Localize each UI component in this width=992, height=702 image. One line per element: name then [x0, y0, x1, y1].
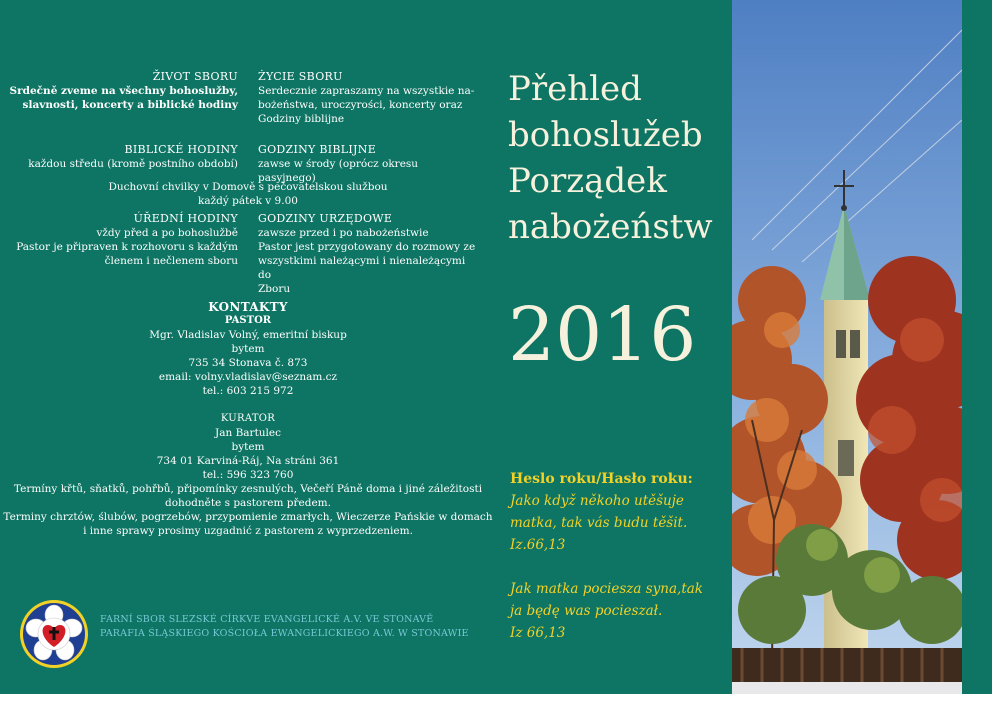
note-pl-1: Terminy chrztów, ślubów, pogrzebów, przypomienie zmarłych, Wieczerze Pańskie w domach — [3, 511, 493, 523]
pastor-label: PASTOR — [224, 315, 272, 326]
bottom-margin-strip — [0, 694, 992, 702]
godziny-urzedowe-line-4: Zboru — [258, 283, 291, 295]
pastor-name: Mgr. Vladislav Volný, emeritní biskup — [149, 329, 347, 341]
zivot-sboru-text-2: slavnosti, koncerty a biblické hodiny — [22, 99, 238, 111]
kurator-bytem: bytem — [231, 441, 265, 453]
pastor-email: email: volny.vladislav@seznam.cz — [158, 371, 338, 383]
note-cz-2: dohodněte s pastorem předem. — [165, 497, 331, 509]
church-photo — [732, 0, 962, 694]
motto-cz-2: matka, tak vás budu těšit. — [510, 515, 688, 531]
title-line-4: nabożeństw — [508, 207, 713, 247]
uredni-hodiny-heading: ÚŘEDNÍ HODINY — [133, 212, 238, 225]
uredni-hodiny-line-3: členem i nečlenem sboru — [104, 255, 238, 267]
spacer — [510, 556, 730, 578]
zycie-sboru-text-1: Serdecznie zapraszamy na wszystkie na- — [258, 85, 475, 97]
zycie-sboru-heading: ŻYCIE SBORU — [258, 70, 343, 83]
uredni-hodiny-block — [3, 212, 238, 268]
zycie-sboru-block — [258, 70, 478, 126]
chvilky-line-1: Duchovní chvilky v Domově s pečovatelskou službou — [108, 181, 388, 193]
godziny-urzedowe-block — [258, 212, 478, 296]
zivot-sboru-heading: ŽIVOT SBORU — [152, 70, 238, 83]
motto-cz-ref: Iz.66,13 — [510, 537, 566, 553]
biblicke-hodiny-text: každou středu (kromě postního období) — [28, 158, 238, 170]
kontakty-heading: KONTAKTY — [208, 300, 288, 314]
zivot-sboru-block — [3, 70, 238, 112]
godziny-urzedowe-line-1: zawsze przed i po nabożeństwie — [258, 227, 429, 239]
zycie-sboru-text-3: Godziny biblijne — [258, 113, 345, 125]
motto-pl-1: Jak matka pociesza syna,tak — [510, 581, 703, 597]
parish-name-cz: FARNÍ SBOR SLEZSKÉ CÍRKVE EVANGELICKÉ A.V. VE STONAVĚ — [100, 614, 434, 625]
kurator-label: KURATOR — [220, 413, 276, 424]
zycie-sboru-text-2: bożeństwa, uroczyrości, koncerty oraz — [258, 99, 463, 111]
title-line-3: Porządek — [508, 161, 667, 201]
title-line-1: Přehled — [508, 69, 642, 109]
zivot-sboru-text-1: Srdečně zveme na všechny bohoslužby, — [9, 85, 238, 97]
pastor-address: 735 34 Stonava č. 873 — [188, 357, 308, 369]
right-margin-strip — [962, 0, 992, 702]
chvilky-line-2: každý pátek v 9.00 — [198, 195, 298, 207]
motto-block — [510, 468, 730, 644]
motto-pl-ref: Iz 66,13 — [510, 625, 566, 641]
parish-name — [100, 613, 469, 641]
note-cz-1: Termíny křtů, sňatků, pohřbů, připomínky zesnulých, Večeří Páně doma i jiné záležitosti — [13, 483, 483, 495]
biblicke-hodiny-block — [3, 143, 238, 171]
biblicke-hodiny-heading: BIBLICKÉ HODINY — [124, 143, 238, 156]
uredni-hodiny-line-1: vždy před a po bohoslužbě — [96, 227, 238, 239]
motto-cz-1: Jako když někoho utěšuje — [510, 493, 684, 509]
kurator-name: Jan Bartulec — [215, 427, 281, 439]
luther-rose-logo — [18, 598, 90, 670]
godziny-urzedowe-heading: GODZINY URZĘDOWE — [258, 212, 393, 225]
pastor-tel: tel.: 603 215 972 — [202, 385, 294, 397]
title-line-2: bohoslužeb — [508, 115, 703, 155]
kontakty-block — [0, 300, 496, 538]
kurator-address: 734 01 Karviná-Ráj, Na stráni 361 — [156, 455, 340, 467]
godziny-biblijne-text: zawse w środy (oprócz okresu pasyjnego) — [258, 158, 419, 184]
motto-heading: Heslo roku/Hasło roku: — [510, 471, 693, 487]
uredni-hodiny-line-2: Pastor je připraven k rozhovoru s každým — [16, 241, 238, 253]
godziny-urzedowe-line-3: wszystkimi należącymi i nienależącymi do — [258, 255, 466, 281]
pastor-bytem: bytem — [231, 343, 265, 355]
godziny-biblijne-heading: GODZINY BIBLIJNE — [258, 143, 377, 156]
kurator-tel: tel.: 596 323 760 — [202, 469, 294, 481]
godziny-biblijne-block — [258, 143, 478, 185]
cover-year: 2016 — [508, 292, 697, 378]
chvilky-block — [0, 180, 496, 208]
spacer — [0, 398, 496, 412]
cover-title — [508, 66, 738, 250]
note-pl-2: i inne sprawy prosimy uzgadnić z pastorem z wyprzedzeniem. — [83, 525, 413, 537]
godziny-urzedowe-line-2: Pastor jest przygotowany do rozmowy ze — [258, 241, 476, 253]
parish-name-pl: PARAFIA ŚLĄSKIEGO KOŚCIOŁA EWANGELICKIEGO A.W. W STONAWIE — [100, 628, 469, 639]
motto-pl-2: ja będę was pocieszał. — [510, 603, 663, 619]
